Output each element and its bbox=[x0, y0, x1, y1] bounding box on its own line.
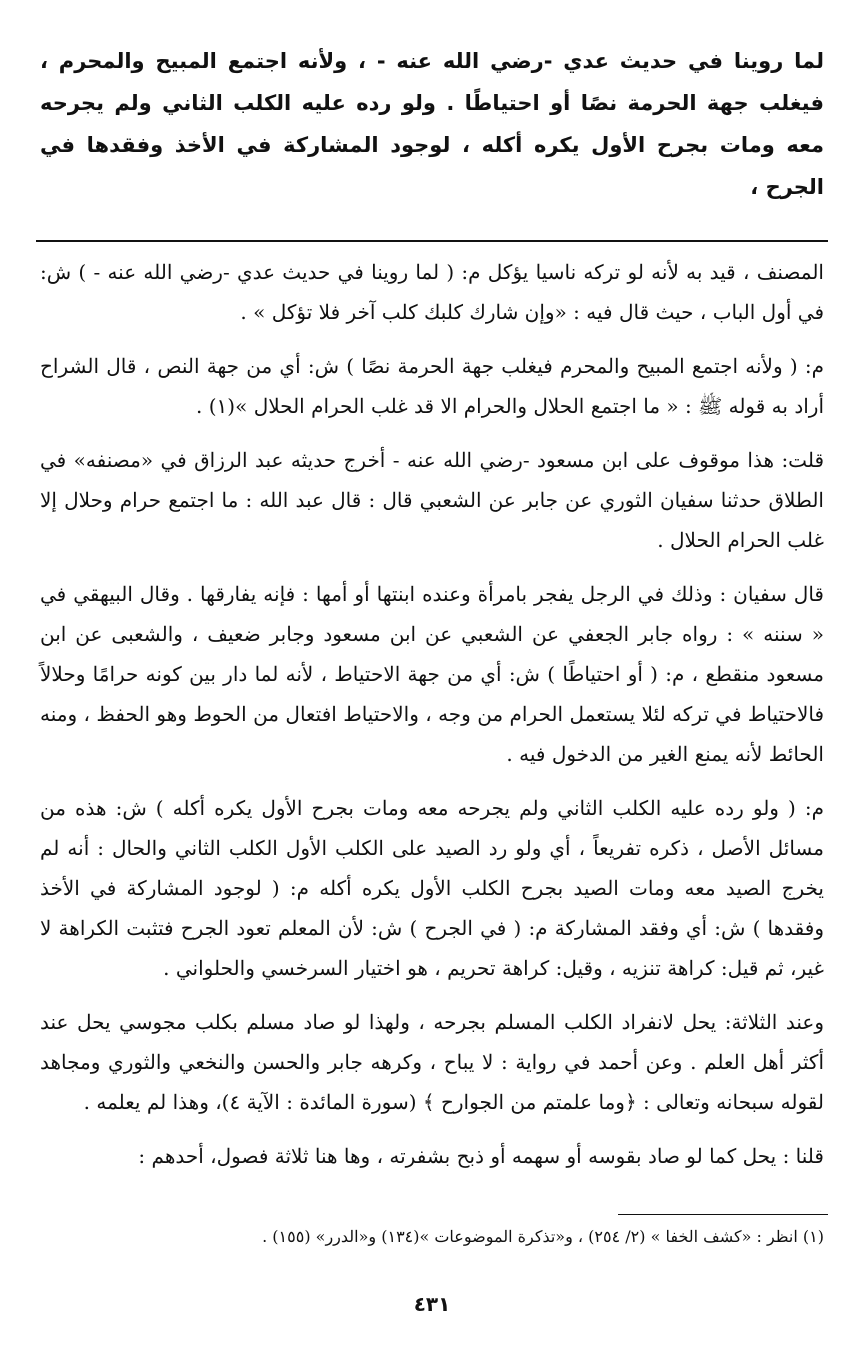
book-page bbox=[36, 40, 828, 1340]
matn-divider bbox=[36, 240, 828, 242]
page-number: ٤٣١ bbox=[413, 1292, 451, 1316]
sharh-paragraph: المصنف ، قيد به لأنه لو تركه ناسيا يؤكل م: ( لما روينا في حديث عدي -رضي الله عنه - ) ش: في أول الباب ، حيث قال فيه : «وإن شارك كلبك كلب آخر فلا تؤكل » . bbox=[40, 260, 824, 324]
sharh-paragraph: م: ( ولأنه اجتمع المبيح والمحرم فيغلب جهة الحرمة نصًا ) ش: أي من جهة النص ، قال الشراح أراد به قوله ﷺ : « ما اجتمع الحلال والحرام الا قد غلب الحرام الحلال »(١) . bbox=[40, 354, 824, 418]
sharh-paragraph: قلت: هذا موقوف على ابن مسعود -رضي الله عنه - أخرج حديثه عبد الرزاق في «مصنفه» في الطلاق حدثنا سفيان الثوري عن جابر عن الشعبي قال : قال عبد الله : ما اجتمع حرام وحلال إلا غلب الحرام الحلال . bbox=[40, 448, 824, 552]
footnote: (١) انظر : «كشف الخفا » (٢/ ٢٥٤) ، و«تذكرة الموضوعات »(١٣٤) و«الدرر» (١٥٥) . bbox=[262, 1227, 824, 1246]
sharh-section bbox=[36, 252, 828, 1176]
sharh-paragraph: قلنا : يحل كما لو صاد بقوسه أو سهمه أو ذبح بشفرته ، وها هنا ثلاثة فصول، أحدهم : bbox=[138, 1144, 824, 1168]
footnote-divider bbox=[618, 1214, 828, 1215]
sharh-paragraph: وعند الثلاثة: يحل لانفراد الكلب المسلم بجرحه ، ولهذا لو صاد مسلم بكلب مجوسي يحل عند أكثر أهل العلم . وعن أحمد في رواية : لا يباح ، وكرهه جابر والحسن والنخعي والثوري ومجاهد لقوله سبحانه وتعالى : ﴿وما علمتم من الجوارح ﴾ (سورة المائدة : الآية ٤)، وهذا لم يعلمه . bbox=[40, 1010, 825, 1114]
matn-text: لما روينا في حديث عدي -رضي الله عنه - ، ولأنه اجتمع المبيح والمحرم ، فيغلب جهة الحرمة نصًا أو احتياطًا . ولو رده عليه الكلب الثاني ولم يجرحه معه ومات بجرح الأول يكره أكله ، لوجود المشاركة في الأخذ وفقدها في الجرح ، bbox=[40, 49, 824, 199]
sharh-paragraph: م: ( ولو رده عليه الكلب الثاني ولم يجرحه معه ومات بجرح الأول يكره أكله ) ش: هذه من مسائل الأصل ، ذكره تفريعاً ، أي ولو رد الصيد على الكلب الأول الكلب الثاني والحال : أنه لم يخرج الصيد معه ومات الصيد بجرح الكلب الأول يكره أكله م: ( لوجود المشاركة في الأخذ وفقدها ) ش: أي وفقد المشاركة م: ( في الجرح ) ش: لأن المعلم تعود الجرح فتثبت الكراهة لا غير، ثم قيل: كراهة تنزيه ، وقيل: كراهة تحريم ، هو اختيار السرخسي والحلواني . bbox=[40, 796, 825, 980]
sharh-paragraph: قال سفيان : وذلك في الرجل يفجر بامرأة وعنده ابنتها أو أمها : فإنه يفارقها . وقال البيهقي في « سننه » : رواه جابر الجعفي عن الشعبي عن ابن مسعود وجابر ضعيف ، والشعبى عن ابن مسعود منقطع ، م: ( أو احتياطًا ) ش: أي من جهة الاحتياط ، لأنه لما دار بين كونه حرامًا وحلالاً فالاحتياط في تركه لئلا يستعمل الحرام من وجه ، والاحتياط افتعال من الحوط وهو الحفظ ، ومنه الحائط لأنه يمنع الغير من الدخول فيه . bbox=[40, 582, 825, 766]
